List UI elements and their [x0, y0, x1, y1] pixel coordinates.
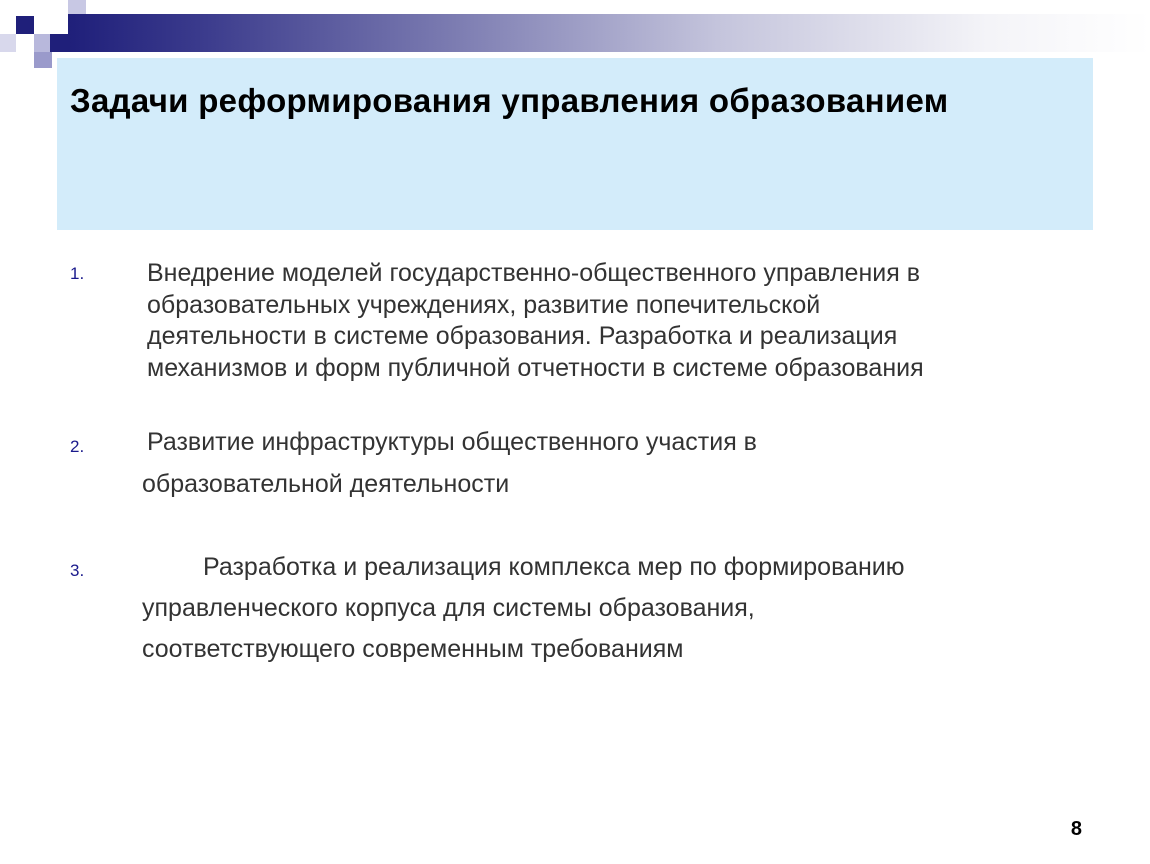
- list-item-2-line-2: образовательной деятельности: [142, 470, 510, 498]
- list-item-3-line-2: управленческого корпуса для системы образования,: [142, 594, 755, 622]
- decor-square-light-4: [0, 34, 16, 52]
- list-item-2-line-1: Развитие инфраструктуры общественного участия в: [147, 428, 757, 456]
- slide-title: Задачи реформирования управления образованием: [70, 82, 949, 119]
- page-number: 8: [1070, 818, 1082, 840]
- decor-square-light-3: [34, 52, 52, 68]
- decor-square-light-2: [68, 0, 86, 14]
- list-item-1-line-3: деятельности в системе образования. Разработка и реализация: [147, 322, 898, 350]
- list-item-3-line-1: Разработка и реализация комплекса мер по формированию: [203, 553, 905, 581]
- list-number-1: 1.: [70, 264, 85, 283]
- decor-square-dark-1: [16, 16, 34, 34]
- list-number-2: 2.: [70, 437, 85, 456]
- list-item-1-line-1: Внедрение моделей государственно-общественного управления в: [147, 259, 920, 287]
- list-item-1-line-4: механизмов и форм публичной отчетности в системе образования: [147, 353, 924, 382]
- list-item-1-line-2: образовательных учреждениях, развитие попечительской: [147, 290, 821, 319]
- decor-square-dark-2: [50, 34, 68, 52]
- header-gradient-bar: [68, 14, 1150, 52]
- list-item-1: [147, 258, 924, 384]
- list-item-3-line-3: соответствующего современным требованиям: [142, 635, 684, 663]
- list-number-3: 3.: [70, 561, 85, 580]
